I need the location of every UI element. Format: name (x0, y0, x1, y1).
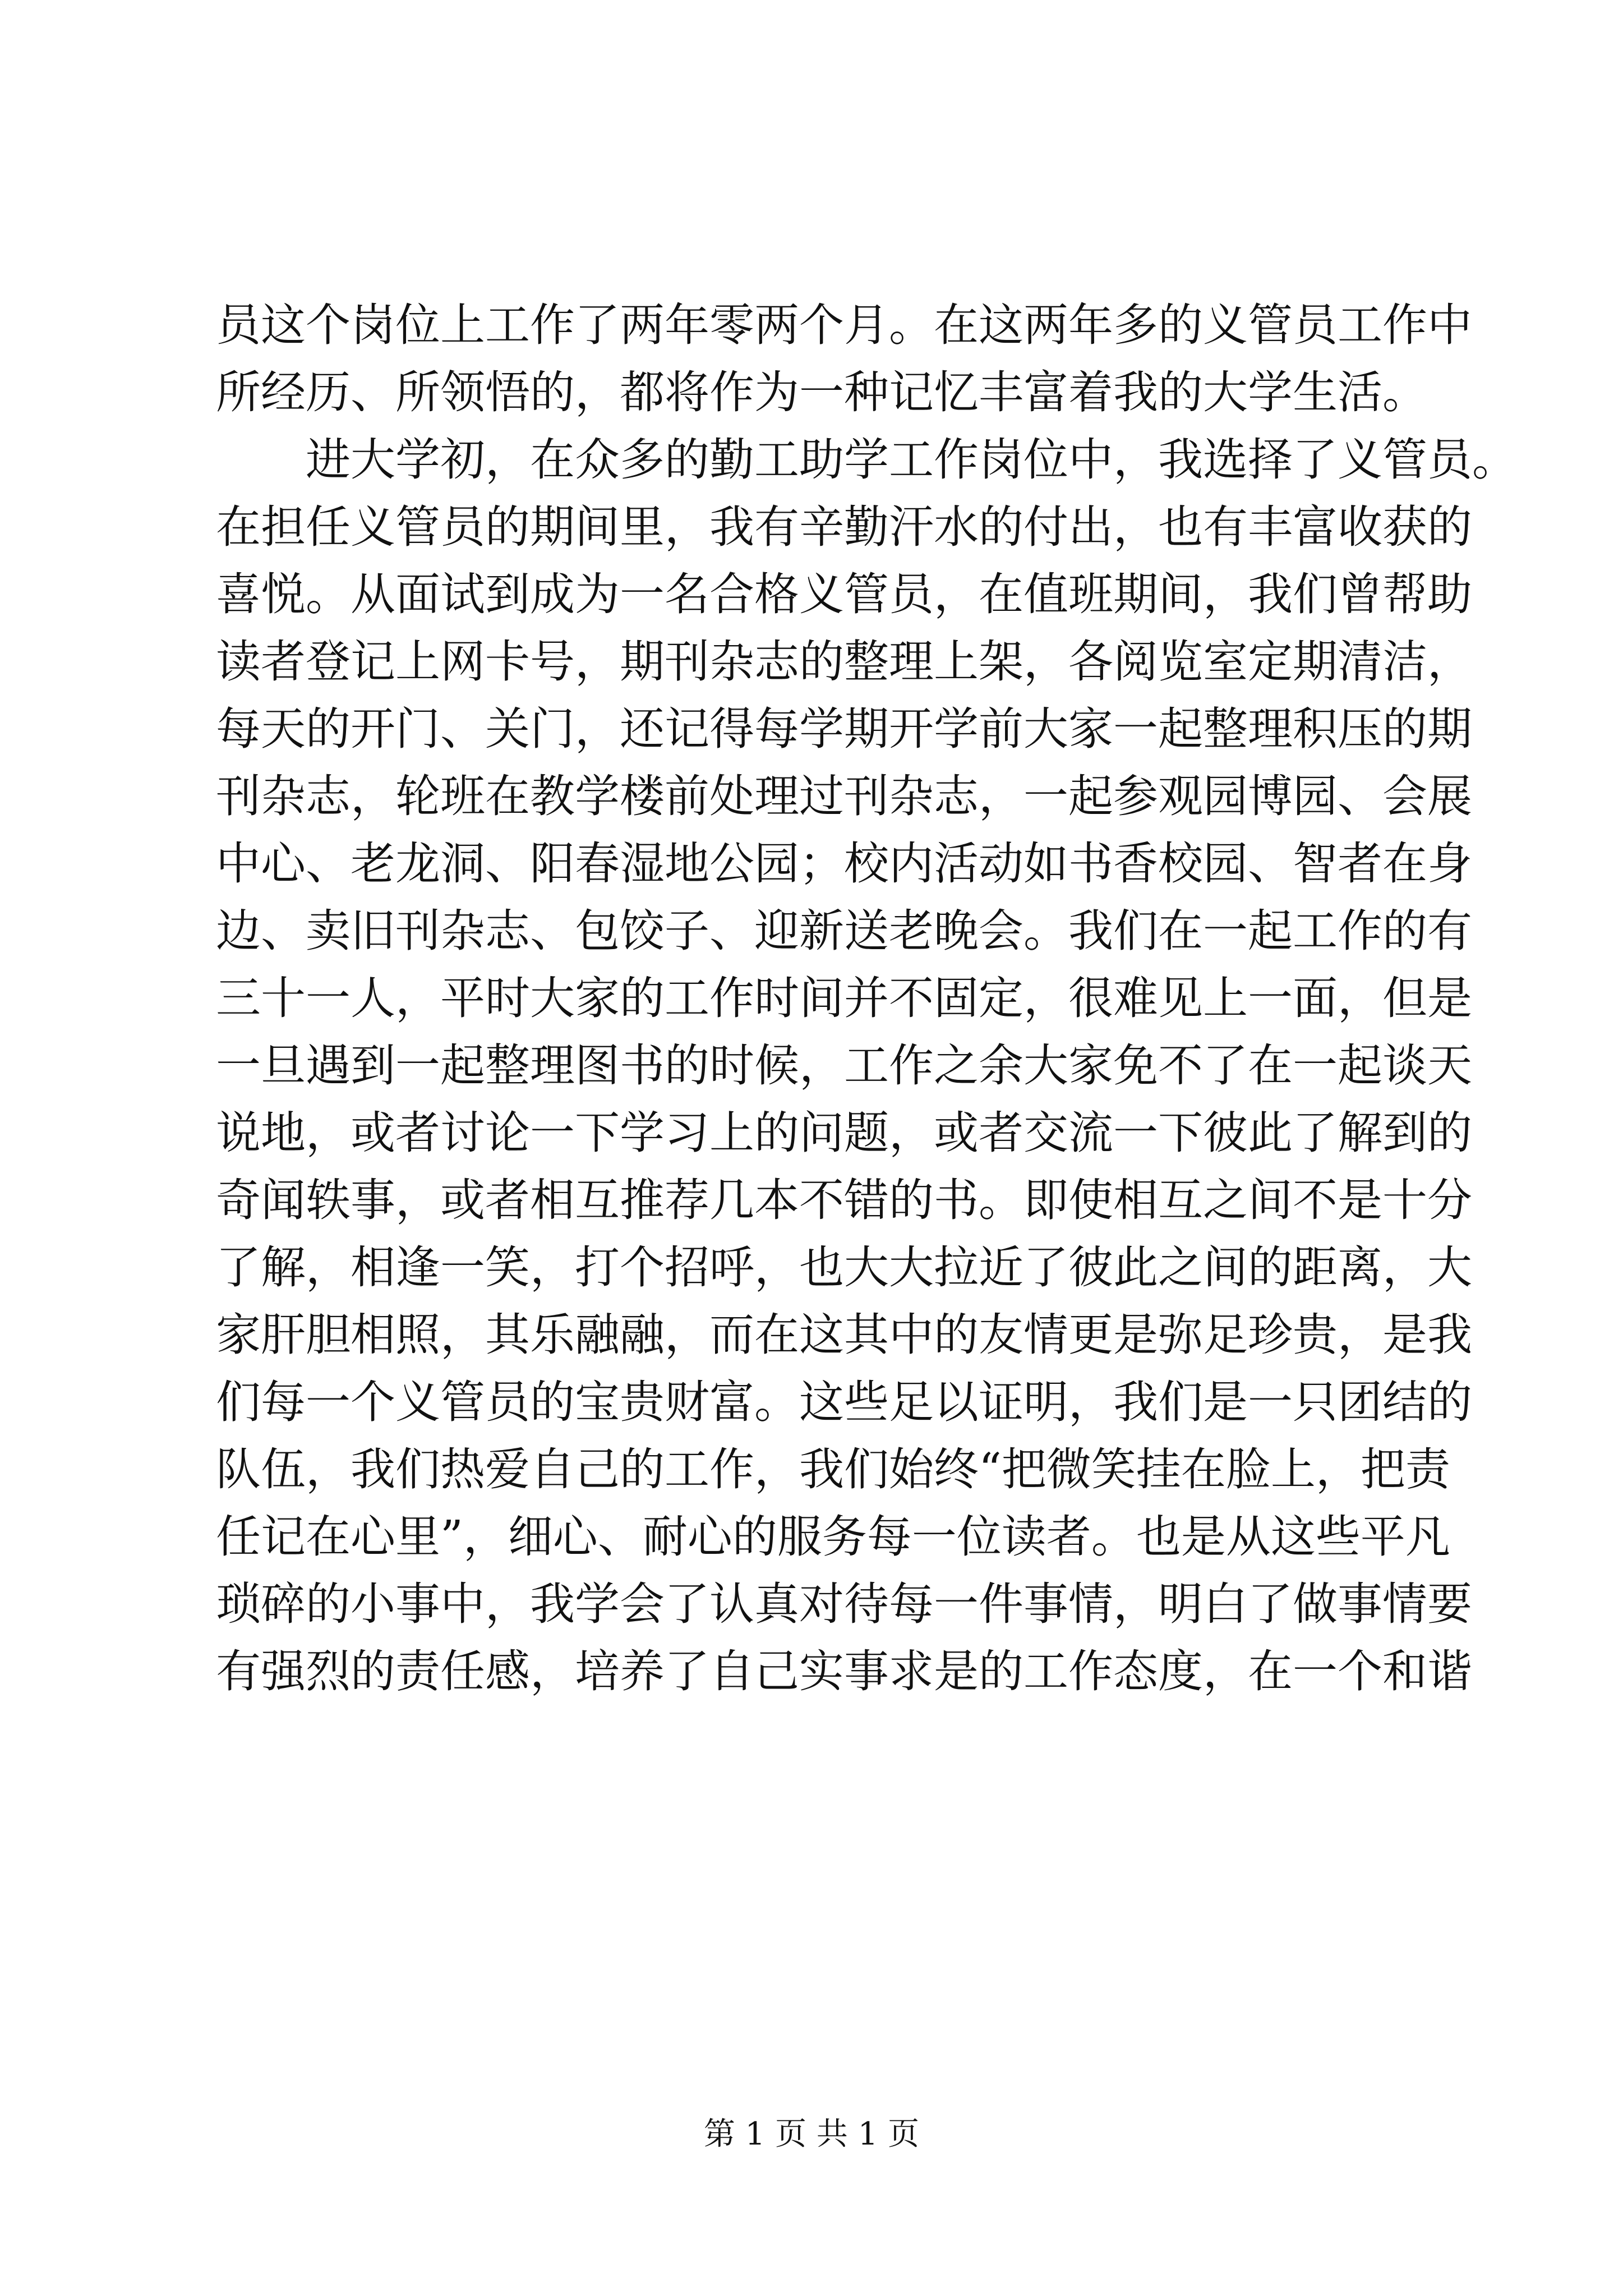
text-line: 每天的开门、关门，还记得每学期开学前大家一起整理积压的期 (216, 703, 1472, 755)
text-line: 三十一人，平时大家的工作时间并不固定，很难见上一面，但是 (216, 972, 1472, 1024)
page-number-label: 第 1 页 共 1 页 (703, 2116, 920, 2152)
text-line: 有强烈的责任感，培养了自己实事求是的工作态度，在一个和谐 (216, 1645, 1472, 1697)
text-line: 队伍，我们热爱自己的工作，我们始终“把微笑挂在脸上，把责 (216, 1443, 1450, 1496)
text-line: 琐碎的小事中，我学会了认真对待每一件事情，明白了做事情要 (216, 1578, 1472, 1630)
text-line: 所经历、所领悟的，都将作为一种记忆丰富着我的大学生活。 (216, 366, 1427, 418)
page-footer (0, 2115, 1623, 2154)
text-line: 奇闻轶事，或者相互推荐几本不错的书。即使相互之间不是十分 (216, 1174, 1472, 1226)
text-line: 喜悦。从面试到成为一名合格义管员，在值班期间，我们曾帮助 (216, 568, 1472, 620)
text-line: 说地，或者讨论一下学习上的问题，或者交流一下彼此了解到的 (216, 1107, 1472, 1159)
text-line: 中心、老龙洞、阳春湿地公园；校内活动如书香校园、智者在身 (216, 838, 1472, 890)
text-line: 员这个岗位上工作了两年零两个月。在这两年多的义管员工作中 (216, 299, 1472, 351)
text-line: 读者登记上网卡号，期刊杂志的整理上架，各阅览室定期清洁， (216, 636, 1472, 688)
text-line: 了解，相逢一笑，打个招呼，也大大拉近了彼此之间的距离，大 (216, 1241, 1472, 1294)
body-text (216, 292, 1517, 1705)
text-line: 任记在心里”，细心、耐心的服务每一位读者。也是从这些平凡 (216, 1511, 1450, 1563)
text-line: 边、卖旧刊杂志、包饺子、迎新送老晚会。我们在一起工作的有 (216, 905, 1472, 957)
text-line: 家肝胆相照，其乐融融，而在这其中的友情更是弥足珍贵，是我 (216, 1309, 1472, 1361)
text-line: 一旦遇到一起整理图书的时候，工作之余大家免不了在一起谈天 (216, 1039, 1472, 1092)
paragraph-start-line: 进大学初，在众多的勤工助学工作岗位中，我选择了义管员。 (306, 434, 1517, 486)
text-line: 们每一个义管员的宝贵财富。这些足以证明，我们是一只团结的 (216, 1376, 1472, 1428)
text-line: 刊杂志，轮班在教学楼前处理过刊杂志，一起参观园博园、会展 (216, 770, 1472, 822)
text-line: 在担任义管员的期间里，我有辛勤汗水的付出，也有丰富收获的 (216, 501, 1472, 553)
